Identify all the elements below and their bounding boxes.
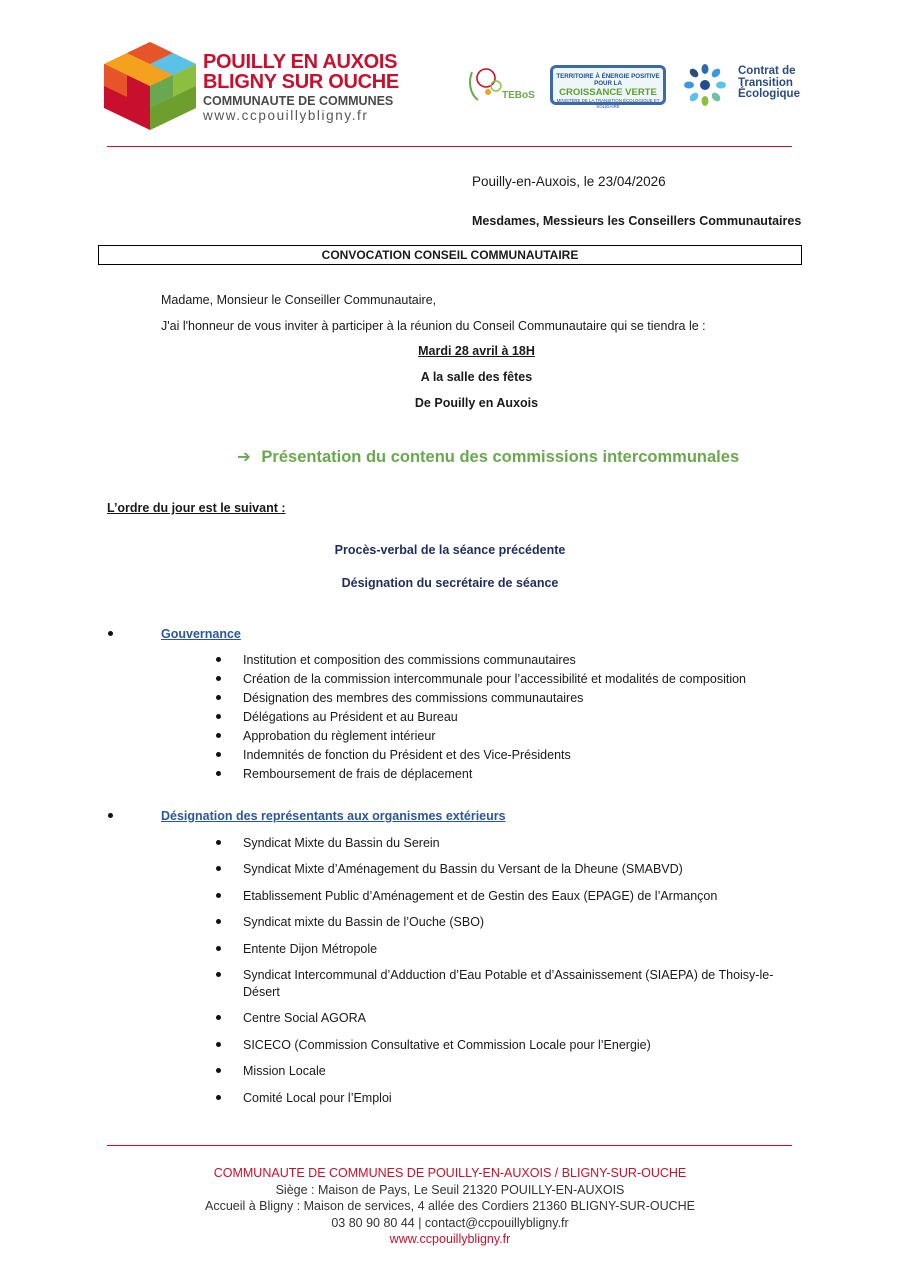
footer-divider (107, 1145, 792, 1146)
subject-box: CONVOCATION CONSEIL COMMUNAUTAIRE (98, 245, 802, 265)
list-bullet (216, 752, 221, 757)
section-bullet (108, 631, 113, 636)
section-bullet (108, 813, 113, 818)
tebos-logo (466, 64, 535, 108)
list-bullet (216, 893, 221, 898)
list-item: Comité Local pour l’Emploi (243, 1091, 392, 1105)
list-item: Remboursement de frais de déplacement (243, 767, 473, 781)
list-bullet (216, 1095, 221, 1100)
meeting-date: Mardi 28 avril à 18H (418, 344, 535, 358)
cte-line3: Écologique (738, 88, 800, 100)
list-item-continuation: Désert (243, 985, 280, 999)
list-bullet (216, 1042, 221, 1047)
list-item: Indemnités de fonction du Président et des Vice-Présidents (243, 748, 571, 762)
meeting-town: De Pouilly en Auxois (414, 396, 539, 410)
place-date: Pouilly-en-Auxois, le 23/04/2026 (472, 174, 666, 189)
list-item: Centre Social AGORA (243, 1011, 366, 1025)
agenda-item-pv: Procès-verbal de la séance précédente (334, 543, 566, 557)
brand-subtitle: COMMUNAUTE DE COMMUNES (203, 94, 394, 108)
list-item: Entente Dijon Métropole (243, 942, 378, 956)
tepcv-line3: MINISTÈRE DE LA TRANSITION ÉCOLOGIQUE ET SOLIDAIRE (556, 98, 660, 109)
list-item: Institution et composition des commissions communautaires (243, 653, 576, 667)
list-bullet (216, 676, 221, 681)
recipients: Mesdames, Messieurs les Conseillers Communautaires (472, 214, 802, 228)
list-bullet (216, 714, 221, 719)
agenda-item-secretaire: Désignation du secrétaire de séance (341, 576, 559, 590)
list-bullet (216, 866, 221, 871)
tepcv-line2: CROISSANCE VERTE (559, 87, 657, 98)
brand-name-line2: BLIGNY SUR OUCHE (203, 71, 399, 93)
tepcv-badge (550, 65, 666, 109)
list-bullet (216, 657, 221, 662)
list-item: Syndicat Mixte d’Aménagement du Bassin du Versant de la Dheune (SMABVD) (243, 862, 683, 876)
intro-text: J'ai l'honneur de vous inviter à participer à la réunion du Conseil Communautaire qui se tiendra le : (161, 319, 706, 333)
footer-accueil: Accueil à Bligny : Maison de services, 4 allée des Cordiers 21360 BLIGNY-SUR-OUCHE (204, 1199, 696, 1213)
list-bullet (216, 695, 221, 700)
highlight-line (237, 447, 739, 467)
list-bullet (216, 919, 221, 924)
footer-siege: Siège : Maison de Pays, Le Seuil 21320 POUILLY-EN-AUXOIS (275, 1183, 625, 1197)
salutation: Madame, Monsieur le Conseiller Communautaire, (161, 293, 437, 307)
list-bullet (216, 1015, 221, 1020)
list-bullet (216, 972, 221, 977)
agenda-title: L’ordre du jour est le suivant : (107, 501, 286, 515)
list-item: SICECO (Commission Consultative et Commission Locale pour l’Energie) (243, 1038, 651, 1052)
footer-org: COMMUNAUTE DE COMMUNES DE POUILLY-EN-AUXOIS / BLIGNY-SUR-OUCHE (213, 1166, 687, 1180)
list-item: Création de la commission intercommunale pour l’accessibilité et modalités de composition (243, 672, 747, 686)
list-item: Désignation des membres des commissions communautaires (243, 691, 584, 705)
list-item: Syndicat Intercommunal d’Adduction d’Eau Potable et d’Assainissement (SIAEPA) de Thoisy-le- (243, 968, 774, 982)
brand-url[interactable]: www.ccpouillybligny.fr (203, 108, 369, 123)
footer-contact[interactable]: 03 80 90 80 44 | contact@ccpouillybligny.fr (331, 1216, 569, 1230)
list-item: Approbation du règlement intérieur (243, 729, 436, 743)
list-item: Mission Locale (243, 1064, 326, 1078)
cte-logo-text (738, 66, 800, 101)
list-item: Délégations au Président et au Bureau (243, 710, 458, 724)
list-bullet (216, 1068, 221, 1073)
section-title-gouvernance: Gouvernance (161, 627, 241, 641)
cte-flower-icon (683, 63, 727, 107)
brand-name-line1: POUILLY EN AUXOIS (203, 51, 398, 73)
tebos-label: TEBoS (502, 90, 535, 101)
list-item: Etablissement Public d’Aménagement et de Gestin des Eaux (EPAGE) de l’Armançon (243, 889, 718, 903)
list-bullet (216, 946, 221, 951)
list-bullet (216, 733, 221, 738)
list-item: Syndicat Mixte du Bassin du Serein (243, 836, 440, 850)
section-title-representants: Désignation des représentants aux organismes extérieurs (161, 809, 506, 823)
cte-line2: Transition (738, 76, 793, 89)
tepcv-line1: TERRITOIRE À ÉNERGIE POSITIVE POUR LA (556, 73, 660, 87)
highlight-text: Présentation du contenu des commissions intercommunales (261, 448, 740, 466)
ccpb-logo-cube (104, 42, 196, 130)
tebos-leaf-icon (466, 64, 532, 108)
list-bullet (216, 840, 221, 845)
footer-website[interactable]: www.ccpouillybligny.fr (389, 1232, 511, 1246)
header-divider (107, 146, 792, 147)
arrow-right-icon: ➔ (237, 448, 251, 466)
list-item: Syndicat mixte du Bassin de l’Ouche (SBO) (243, 915, 485, 929)
meeting-venue: A la salle des fêtes (420, 370, 533, 384)
list-bullet (216, 771, 221, 776)
cte-line1: Contrat de (738, 65, 796, 77)
